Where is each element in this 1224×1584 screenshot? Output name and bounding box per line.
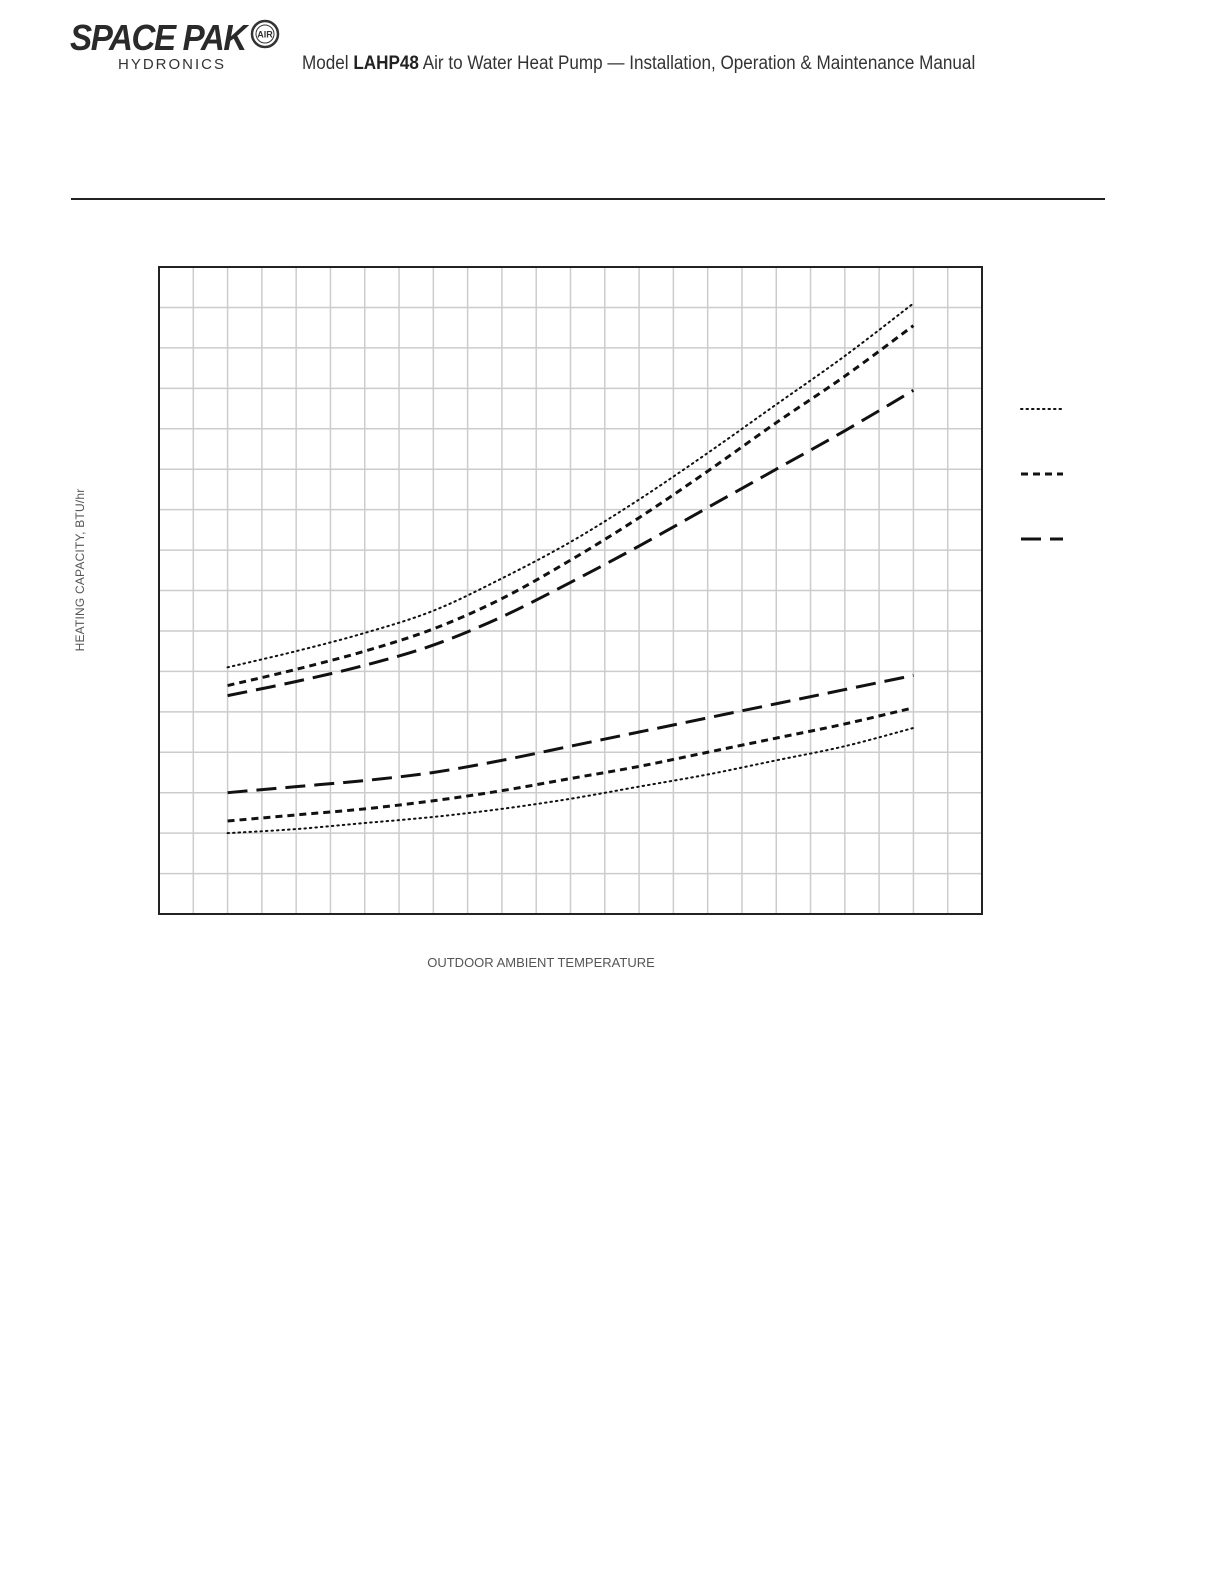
x-axis-label: OUTDOOR AMBIENT TEMPERATURE (427, 955, 655, 970)
model-number: LAHP48 (353, 53, 419, 74)
title-prefix: Model (302, 53, 354, 74)
y-axis-label: HEATING CAPACITY, BTU/hr (73, 488, 87, 652)
title-suffix: Air to Water Heat Pump — Installation, Operation & Maintenance Manual (418, 53, 976, 74)
logo-wordmark: SPACE PAK (70, 17, 246, 58)
logo-subtext: HYDRONICS (118, 56, 227, 73)
svg-text:AIR: AIR (257, 29, 273, 40)
